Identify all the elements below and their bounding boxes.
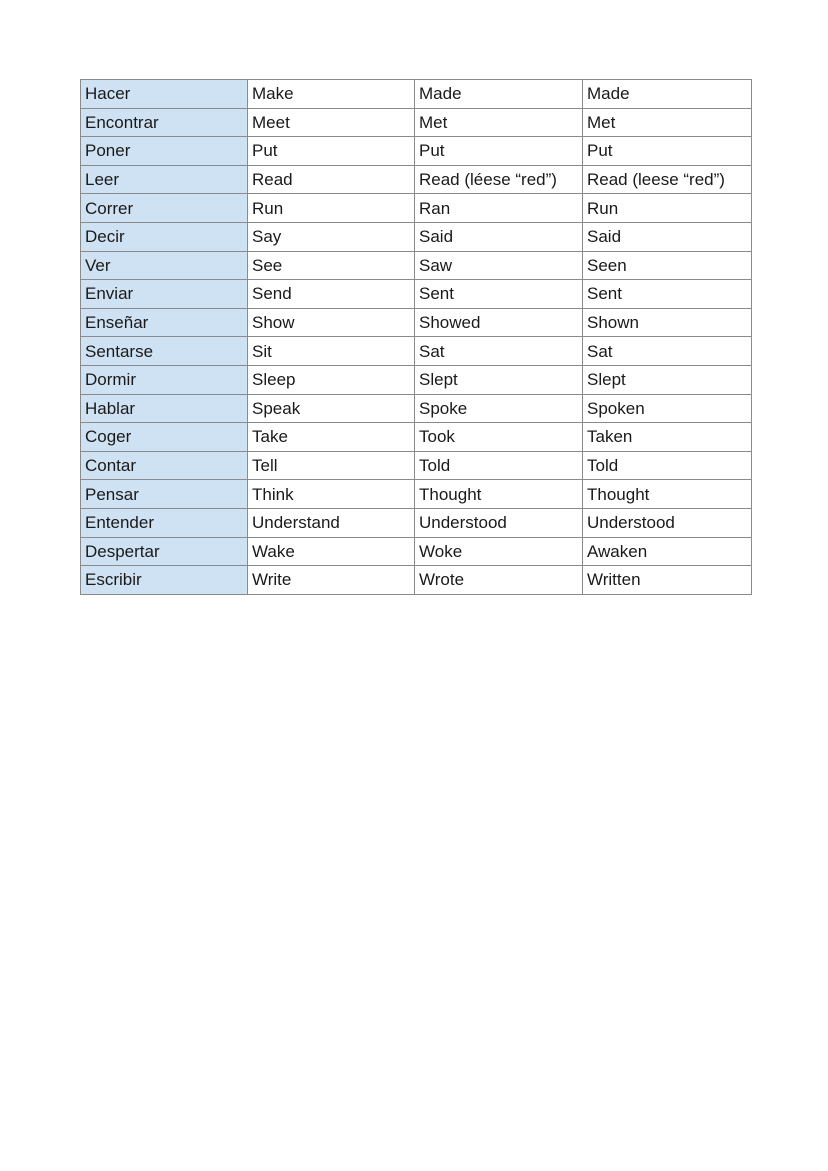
table-row <box>81 194 752 223</box>
past-simple-cell: Put <box>415 137 583 166</box>
base-form-cell: Understand <box>248 508 415 537</box>
spanish-verb-cell: Dormir <box>81 365 248 394</box>
past-simple-cell: Thought <box>415 480 583 509</box>
spanish-verb-cell: Hacer <box>81 80 248 109</box>
past-participle-cell: Made <box>583 80 752 109</box>
base-form-cell: See <box>248 251 415 280</box>
past-simple-cell: Sent <box>415 280 583 309</box>
table-row <box>81 251 752 280</box>
past-participle-cell: Thought <box>583 480 752 509</box>
base-form-cell: Sleep <box>248 365 415 394</box>
past-participle-cell: Written <box>583 566 752 595</box>
base-form-cell: Sit <box>248 337 415 366</box>
spanish-verb-cell: Enviar <box>81 280 248 309</box>
base-form-cell: Send <box>248 280 415 309</box>
spanish-verb-cell: Leer <box>81 165 248 194</box>
table-row <box>81 165 752 194</box>
past-simple-cell: Sat <box>415 337 583 366</box>
past-participle-cell: Sat <box>583 337 752 366</box>
base-form-cell: Show <box>248 308 415 337</box>
past-participle-cell: Met <box>583 108 752 137</box>
spanish-verb-cell: Decir <box>81 222 248 251</box>
base-form-cell: Wake <box>248 537 415 566</box>
base-form-cell: Think <box>248 480 415 509</box>
past-simple-cell: Spoke <box>415 394 583 423</box>
past-participle-cell: Told <box>583 451 752 480</box>
spanish-verb-cell: Enseñar <box>81 308 248 337</box>
past-simple-cell: Saw <box>415 251 583 280</box>
past-simple-cell: Ran <box>415 194 583 223</box>
base-form-cell: Say <box>248 222 415 251</box>
base-form-cell: Tell <box>248 451 415 480</box>
past-simple-cell: Said <box>415 222 583 251</box>
table-row <box>81 308 752 337</box>
base-form-cell: Take <box>248 423 415 452</box>
past-participle-cell: Seen <box>583 251 752 280</box>
table-row <box>81 508 752 537</box>
spanish-verb-cell: Entender <box>81 508 248 537</box>
base-form-cell: Put <box>248 137 415 166</box>
base-form-cell: Run <box>248 194 415 223</box>
base-form-cell: Make <box>248 80 415 109</box>
past-participle-cell: Put <box>583 137 752 166</box>
spanish-verb-cell: Coger <box>81 423 248 452</box>
past-simple-cell: Met <box>415 108 583 137</box>
base-form-cell: Speak <box>248 394 415 423</box>
table-row <box>81 108 752 137</box>
table-row <box>81 394 752 423</box>
table-row <box>81 423 752 452</box>
past-participle-cell: Understood <box>583 508 752 537</box>
past-participle-cell: Awaken <box>583 537 752 566</box>
spanish-verb-cell: Escribir <box>81 566 248 595</box>
irregular-verbs-table <box>80 79 752 595</box>
past-simple-cell: Read (léese “red”) <box>415 165 583 194</box>
past-participle-cell: Shown <box>583 308 752 337</box>
spanish-verb-cell: Contar <box>81 451 248 480</box>
past-simple-cell: Showed <box>415 308 583 337</box>
table-row <box>81 480 752 509</box>
past-simple-cell: Woke <box>415 537 583 566</box>
past-simple-cell: Slept <box>415 365 583 394</box>
table-row <box>81 451 752 480</box>
past-simple-cell: Made <box>415 80 583 109</box>
past-participle-cell: Taken <box>583 423 752 452</box>
table-row <box>81 222 752 251</box>
spanish-verb-cell: Despertar <box>81 537 248 566</box>
past-simple-cell: Understood <box>415 508 583 537</box>
table-row <box>81 80 752 109</box>
table-row <box>81 280 752 309</box>
base-form-cell: Meet <box>248 108 415 137</box>
past-participle-cell: Spoken <box>583 394 752 423</box>
spanish-verb-cell: Ver <box>81 251 248 280</box>
spanish-verb-cell: Pensar <box>81 480 248 509</box>
past-simple-cell: Told <box>415 451 583 480</box>
table-row <box>81 365 752 394</box>
table-row <box>81 537 752 566</box>
past-simple-cell: Took <box>415 423 583 452</box>
table-row <box>81 337 752 366</box>
table-body <box>81 80 752 595</box>
spanish-verb-cell: Sentarse <box>81 337 248 366</box>
past-simple-cell: Wrote <box>415 566 583 595</box>
past-participle-cell: Said <box>583 222 752 251</box>
base-form-cell: Write <box>248 566 415 595</box>
base-form-cell: Read <box>248 165 415 194</box>
spanish-verb-cell: Encontrar <box>81 108 248 137</box>
spanish-verb-cell: Correr <box>81 194 248 223</box>
past-participle-cell: Slept <box>583 365 752 394</box>
past-participle-cell: Run <box>583 194 752 223</box>
spanish-verb-cell: Hablar <box>81 394 248 423</box>
table-row <box>81 566 752 595</box>
past-participle-cell: Sent <box>583 280 752 309</box>
past-participle-cell: Read (leese “red”) <box>583 165 752 194</box>
spanish-verb-cell: Poner <box>81 137 248 166</box>
table-row <box>81 137 752 166</box>
